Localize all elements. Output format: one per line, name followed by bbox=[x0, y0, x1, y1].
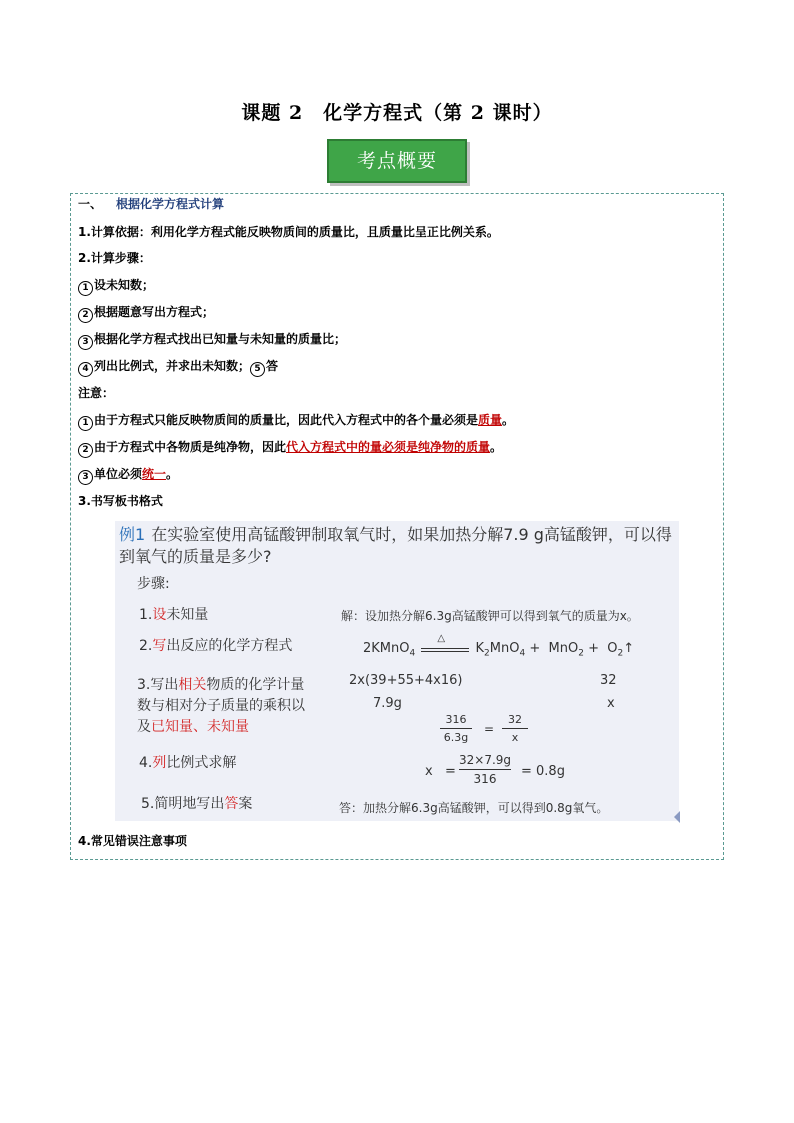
calc-fraction: 32×7.9g 316 bbox=[459, 753, 512, 786]
steps-label: 步骤: bbox=[137, 576, 170, 592]
section-heading bbox=[78, 196, 224, 212]
solution-answer: 答：加热分解6.3g高锰酸钾，可以得到0.8g氧气。 bbox=[339, 801, 609, 815]
section-number: 一、 bbox=[78, 197, 103, 211]
common-errors-label: 4.常见错误注意事项 bbox=[78, 834, 187, 848]
section-banner: 考点概要 bbox=[327, 139, 467, 183]
known-mass: 7.9g bbox=[373, 696, 402, 711]
circled-number: 1 bbox=[78, 416, 93, 431]
calc-basis: 1.计算依据：利用化学方程式能反映物质间的质量比，且质量比呈正比例关系。 bbox=[78, 225, 499, 239]
example-step-3: 3.写出相关物质的化学计量数与相对分子质量的乘积以及已知量、未知量 bbox=[137, 677, 305, 735]
note-3: 3 单位必须统一。 bbox=[78, 466, 178, 485]
note-1: 1 由于方程式只能反映物质间的质量比，因此代入方程式中的各个量必须是质量。 bbox=[78, 412, 514, 431]
step-1: 1 设未知数； bbox=[78, 277, 154, 296]
circled-number: 1 bbox=[78, 281, 93, 296]
circled-number: 5 bbox=[250, 362, 265, 377]
board-format-label: 3.书写板书格式 bbox=[78, 494, 163, 508]
circled-number: 3 bbox=[78, 470, 93, 485]
step-2: 2 根据题意写出方程式； bbox=[78, 304, 214, 323]
ratio-left: 316 6.3g bbox=[440, 713, 472, 744]
calc-steps-label: 2.计算步骤： bbox=[78, 251, 151, 265]
page-title: 课题 2 化学方程式（第 2 课时） bbox=[241, 102, 553, 124]
circled-number: 2 bbox=[78, 443, 93, 458]
step-3: 3 根据化学方程式找出已知量与未知量的质量比； bbox=[78, 331, 346, 350]
heat-arrow: △ bbox=[419, 642, 471, 656]
example-step-2: 2.写出反应的化学方程式 bbox=[139, 638, 293, 654]
example-panel bbox=[115, 521, 679, 821]
chemical-equation: 2KMnO$_4$ △ $K_2MnO_4 + MnO_2$ + $O_2↑$ bbox=[363, 632, 635, 659]
note-label: 注意： bbox=[78, 386, 115, 400]
ratio-right: 32 x bbox=[502, 713, 528, 744]
example-step-5: 5.简明地写出答案 bbox=[141, 796, 253, 812]
molar-mass-right: 32 bbox=[600, 673, 617, 688]
circled-number: 4 bbox=[78, 362, 93, 377]
solution-let: 解：设加热分解6.3g高锰酸钾可以得到氧气的质量为x。 bbox=[341, 609, 639, 623]
molar-mass-left: 2x(39+55+4x16) bbox=[349, 673, 463, 688]
circled-number: 3 bbox=[78, 335, 93, 350]
triangle-marker bbox=[674, 811, 680, 823]
calc-equals: = bbox=[445, 764, 456, 779]
example-step-1: 1.设未知量 bbox=[139, 607, 209, 623]
unknown-mass: x bbox=[607, 696, 615, 711]
example-question: 例1 在实验室使用高锰酸钾制取氧气时，如果加热分解7.9 g高锰酸钾，可以得到氧气的质量是多少? bbox=[119, 525, 672, 566]
note-2: 2 由于方程式中各物质是纯净物，因此代入方程式中的量必须是纯净物的质量。 bbox=[78, 439, 502, 458]
step-4-5: 4 列出比例式，并求出未知数； 5 答 bbox=[78, 358, 278, 377]
circled-number: 2 bbox=[78, 308, 93, 323]
ratio-equals: = bbox=[484, 722, 495, 736]
example-step-4: 4.列比例式求解 bbox=[139, 755, 237, 771]
calc-result: = 0.8g bbox=[521, 764, 565, 779]
example-tag: 例1 bbox=[119, 525, 146, 544]
section-title: 根据化学方程式计算 bbox=[116, 197, 225, 211]
calc-x: x bbox=[425, 764, 433, 779]
